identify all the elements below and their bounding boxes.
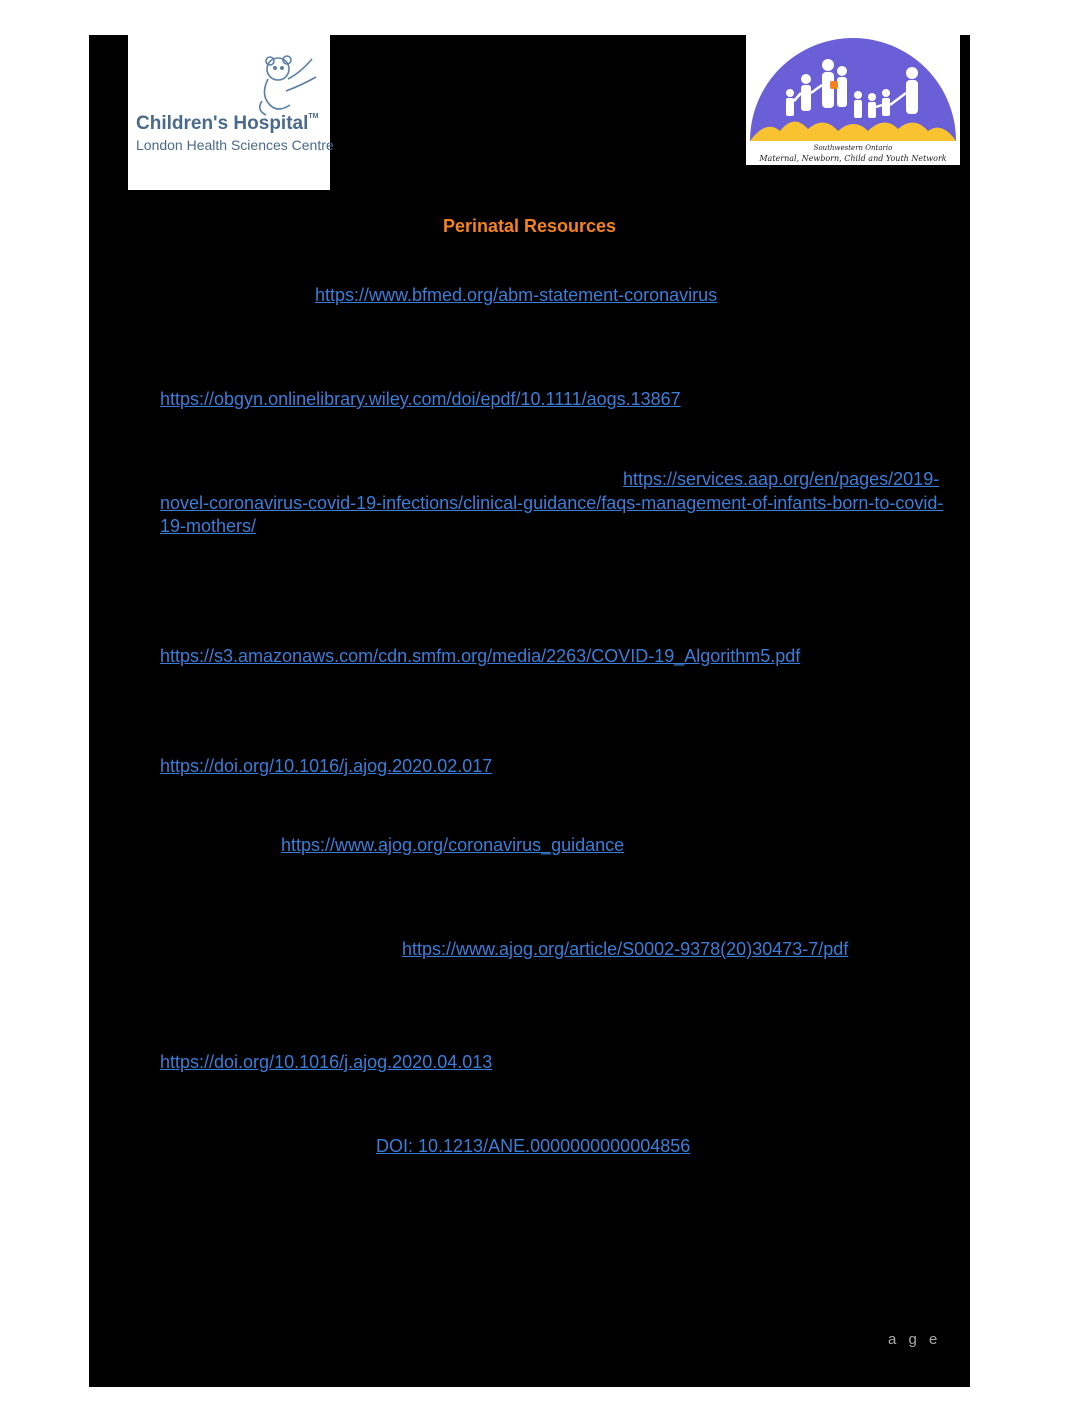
page-title: Perinatal Resources (442, 216, 617, 236)
ajog-coronavirus-guidance-link[interactable]: https://www.ajog.org/coronavirus_guidance (281, 835, 625, 855)
ajog-doi-link-2[interactable]: https://doi.org/10.1016/j.ajog.2020.04.013 (160, 1052, 493, 1072)
childrens-hospital-logo (128, 35, 334, 190)
abm-statement-link[interactable]: https://www.bfmed.org/abm-statement-coronavirus (315, 285, 718, 305)
trademark-mark: TM (308, 113, 319, 120)
hospital-name: Children's Hospital™ (136, 113, 319, 134)
ajog-article-pdf-link[interactable]: https://www.ajog.org/article/S0002-9378(20)30473-7/pdf (402, 939, 849, 959)
family-sun-icon (746, 35, 960, 145)
aap-guidance-link-line2[interactable]: novel-coronavirus-covid-19-infections/clinical-guidance/faqs-management-of-infants-born-to-covid- (160, 493, 944, 513)
network-logo (746, 35, 960, 165)
network-name: Maternal, Newborn, Child and Youth Network (759, 154, 947, 163)
aogs-article-link[interactable]: https://obgyn.onlinelibrary.wiley.com/doi/epdf/10.1111/aogs.13867 (160, 389, 681, 409)
hospital-subtitle: London Health Sciences Centre (136, 137, 334, 153)
document-page (89, 35, 970, 1387)
aap-guidance-link-line3[interactable]: 19-mothers/ (160, 516, 257, 536)
smfm-algorithm-link[interactable]: https://s3.amazonaws.com/cdn.smfm.org/media/2263/COVID-19_Algorithm5.pdf (160, 646, 801, 666)
page-footer-fragment (888, 1331, 941, 1348)
page-footer-text: a g e (888, 1331, 942, 1348)
aap-guidance-link-line1[interactable]: https://services.aap.org/en/pages/2019- (623, 469, 940, 489)
ajog-doi-link-1[interactable]: https://doi.org/10.1016/j.ajog.2020.02.017 (160, 756, 493, 776)
anesthesia-doi-link[interactable]: DOI: 10.1213/ANE.0000000000004856 (376, 1136, 691, 1156)
network-region: Southwestern Ontario (813, 144, 893, 152)
